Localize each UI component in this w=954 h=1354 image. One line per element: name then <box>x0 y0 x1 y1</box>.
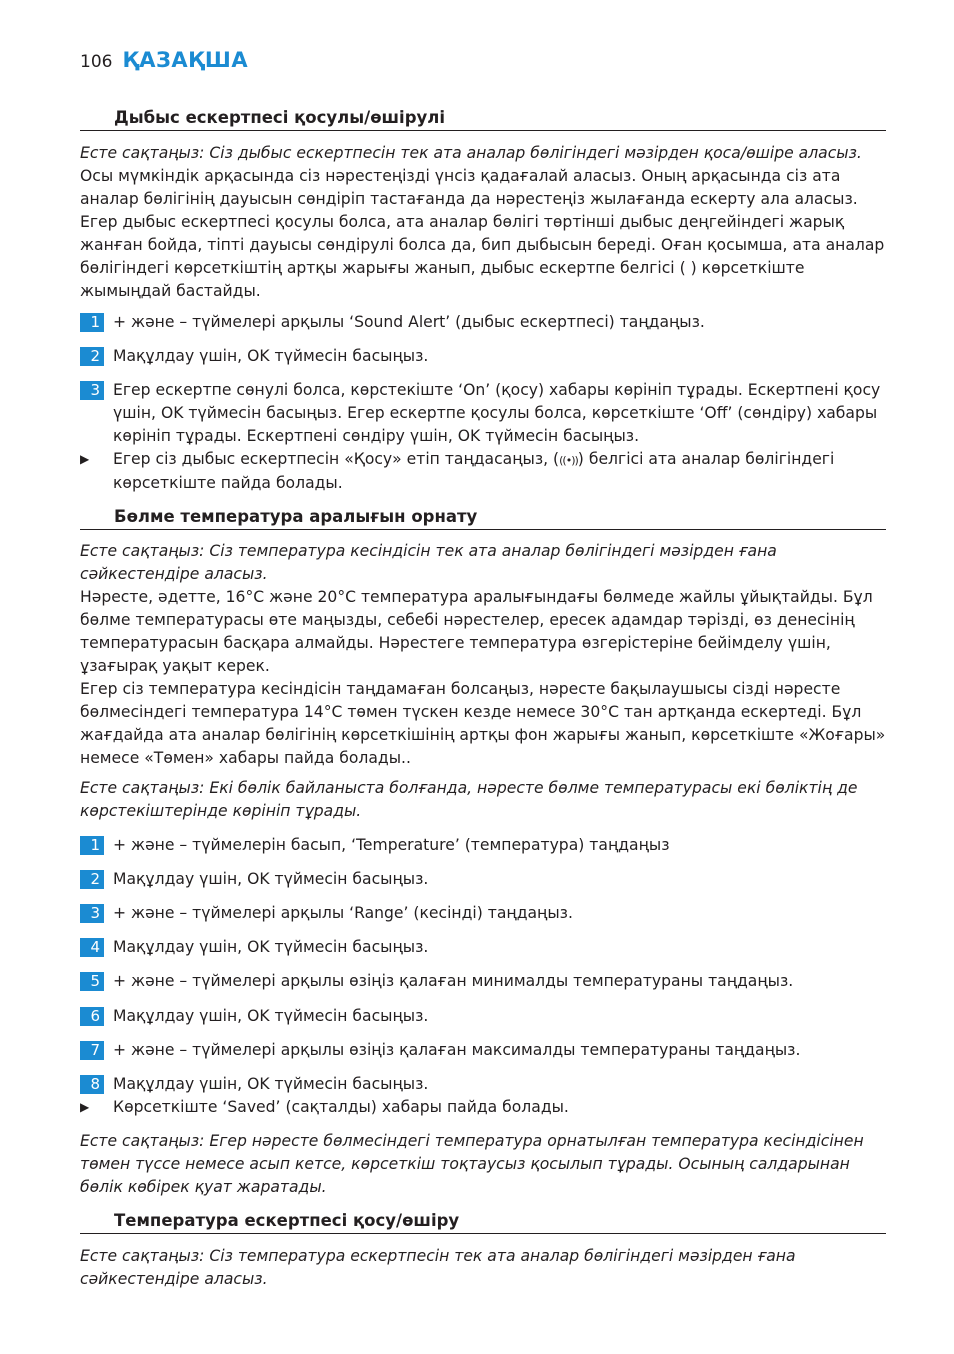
section-sound-alert-heading <box>80 108 886 131</box>
step-8 <box>80 1073 886 1096</box>
step-number: 1 <box>80 836 104 855</box>
step-number: 3 <box>80 381 104 400</box>
step-number: 8 <box>80 1075 104 1094</box>
result-text: Көрсеткіште ‘Saved’ (сақталды) хабары пайда болады. <box>113 1098 569 1116</box>
step-number: 2 <box>80 347 104 366</box>
step-text: Мақұлдау үшін, OK түймесін басыңыз. <box>113 1075 429 1093</box>
note: Есте сақтаңыз: Егер нәресте бөлмесіндегі температура орнатылған температура кесіндісінен төмен түссе немесе асып кетсе, көрсеткіш тоқтаусыз қосылып тұрады. Осының салдарынан бөлік көбірек қуат жаратады. <box>80 1132 864 1196</box>
step-number: 2 <box>80 870 104 889</box>
section-temperature-range-heading <box>80 507 886 530</box>
step-3 <box>80 902 886 925</box>
step-1 <box>80 834 886 857</box>
page-header <box>80 48 248 72</box>
result-text-part: ) белгісі ата аналар бөлігіндегі көрсеткіште пайда болады. <box>113 450 835 492</box>
step-text: Мақұлдау үшін, OK түймесін басыңыз. <box>113 1007 429 1025</box>
section-sound-alert-body <box>80 142 886 303</box>
step-result <box>80 1096 886 1119</box>
step-2 <box>80 868 886 891</box>
step-text: Мақұлдау үшін, OK түймесін басыңыз. <box>113 347 429 365</box>
note-block <box>80 1130 886 1199</box>
triangle-right-icon: ▶ <box>80 452 90 466</box>
note: Есте сақтаңыз: Сіз температура ескертпесін тек ата аналар бөлігіндегі мәзірден ғана сәйкестендіре аласыз. <box>80 1247 796 1288</box>
step-text: Мақұлдау үшін, OK түймесін басыңыз. <box>113 870 429 888</box>
result-text-part: Егер сіз дыбыс ескертпесін «Қосу» етіп таңдасаңыз, ( <box>113 450 560 468</box>
step-text: + және – түймелері арқылы ‘Range’ (кесінді) таңдаңыз. <box>113 904 573 922</box>
paragraph: Нәресте, әдетте, 16°C және 20°C температура аралығындағы бөлмеде жайлы ұйықтайды. Бұл бөлме температурасы өте маңызды, себебі нәрестелер, ересек адамдар тәрізді, өз денесінің температурасын басқара алмайды. Нәрестеге температура өзгерістеріне бейімделу үшін, ұзағырақ уақыт керек. <box>80 588 873 675</box>
step-number: 3 <box>80 904 104 923</box>
note: Есте сақтаңыз: Екі бөлік байланыста болғанда, нәресте бөлме температурасы екі бөліктің де көрстекіштерінде көрініп тұрады. <box>80 779 858 820</box>
step-number: 1 <box>80 313 104 332</box>
step-number: 4 <box>80 938 104 957</box>
step-6 <box>80 1005 886 1028</box>
page-number: 106 <box>80 52 113 72</box>
step-text: + және – түймелері арқылы ‘Sound Alert’ (дыбыс ескертпесі) таңдаңыз. <box>113 313 705 331</box>
section-title: Бөлме температура аралығын орнату <box>114 507 478 526</box>
note-block <box>80 777 886 823</box>
step-7 <box>80 1039 886 1062</box>
step-number: 7 <box>80 1041 104 1060</box>
step-result <box>80 448 886 495</box>
step-1 <box>80 311 886 334</box>
step-text: Егер ескертпе сөнулі болса, көрстекіште ‘On’ (қосу) хабары көрініп тұрады. Ескертпені қосу үшін, OK түймесін басыңыз. Егер ескертпе қосулы болса, көрсеткіште ‘Off’ (сөндіру) хабары көрініп тұрады. Ескертпені сөндіру үшін, OK түймесін басыңыз. <box>113 381 881 445</box>
step-text: + және – түймелерін басып, ‘Temperature’ (температура) таңдаңыз <box>113 836 670 854</box>
step-5 <box>80 970 886 993</box>
step-text: + және – түймелері арқылы өзіңіз қалаған максималды температураны таңдаңыз. <box>113 1041 801 1059</box>
section-title: Температура ескертпесі қосу/өшіру <box>114 1211 460 1230</box>
section-temperature-alert-body <box>80 1245 886 1291</box>
step-text: Мақұлдау үшін, OK түймесін басыңыз. <box>113 938 429 956</box>
section-temperature-range-body <box>80 540 886 770</box>
paragraph: Егер сіз температура кесіндісін таңдамаған болсаңыз, нәресте бақылаушысы сізді нәресте бөлмесіндегі температура 14°C төмен түскен кезде немесе 30°C тан артқанда ескертеді. Бұл жағдайда ата аналар бөлігінің көрсеткішінің артқы фон жарығы жанып, көрсеткіште «Жоғары» немесе «Төмен» хабары пайда болады.. <box>80 680 886 767</box>
section-temperature-alert-heading <box>80 1211 886 1234</box>
triangle-right-icon: ▶ <box>80 1100 90 1114</box>
section-title: Дыбыс ескертпесі қосулы/өшірулі <box>114 108 446 127</box>
language-title: ҚАЗАҚША <box>122 48 249 72</box>
result-text <box>104 448 886 495</box>
paragraph: Осы мүмкіндік арқасында сіз нәрестеңізді үнсіз қадағалай аласыз. Оның арқасында сіз ата аналар бөлігінің дауысын сөндіріп тастағанда да нәрестеңіз жылағанда ескерту ала аласыз. Егер дыбыс ескертпесі қосулы болса, ата аналар бөлігі төртінші дыбыс деңгейіндегі жарық жанған бойда, тіпті дауысы сөндірулі болса да, бип дыбысын береді. Оған қосымша, ата аналар бөлігіндегі көрсеткіштің артқы жарығы жанып, дыбыс ескертпе белгісі ( ) көрсеткіште жымыңдай бастайды. <box>80 167 885 300</box>
step-number: 6 <box>80 1007 104 1026</box>
step-3 <box>80 379 886 448</box>
step-4 <box>80 936 886 959</box>
sound-alert-icon: ((•)) <box>559 454 578 467</box>
step-text: + және – түймелері арқылы өзіңіз қалаған минималды температураны таңдаңыз. <box>113 972 794 990</box>
step-2 <box>80 345 886 368</box>
note: Есте сақтаңыз: Сіз температура кесіндісін тек ата аналар бөлігіндегі мәзірден ғана сәйкестендіре аласыз. <box>80 542 777 583</box>
step-number: 5 <box>80 972 104 991</box>
note: Есте сақтаңыз: Сіз дыбыс ескертпесін тек ата аналар бөлігіндегі мәзірден қоса/өшіре аласыз. <box>80 144 862 162</box>
